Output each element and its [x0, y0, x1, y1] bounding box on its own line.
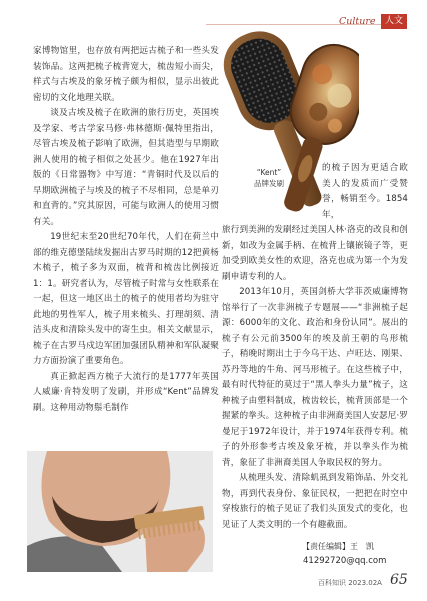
- paragraph: 家博物馆里，也存放有两把远古梳子和一些头发装饰品。这两把梳子梳背宽大，梳齿短小而尖，样式与古埃及的象牙梳子颇为相似，显示出彼此密切的文化地理关联。: [33, 46, 219, 103]
- editor-credit: [302, 541, 374, 552]
- caption-line: 品牌发刷: [254, 179, 284, 188]
- paragraph: 的梳子因为更适合欧美人的发质而广受赞誉，畅销至今。1854年，: [322, 163, 408, 220]
- section-label-en: Culture: [339, 16, 376, 27]
- paragraph: 2013年10月，英国剑桥大学菲茨威廉博物馆举行了一次非洲梳子专题展——“非洲梳子起源：6000年的文化、政治和身份认同”。展出的梳子有公元前3500年的埃及前王朝的鸟形梳子，稍晚时期出土于今乌干达、卢旺达、刚果、苏丹等地的牛角、河马形梳子。在这些梳子中，最有时代特征的莫过于“黑人拳头力量”梳子，这种梳子由塑料制成，梳齿较长，梳背顶部是一个握紧的拳头。这种梳子由非洲裔美国人安瑟尼·罗曼尼于1972年设计，并于1974年获得专利。梳子的外形参考古埃及象牙梳，并以拳头作为梳背，象征了非洲裔美国人争取民权的努力。: [222, 287, 408, 468]
- man-with-wooden-comb-photo: [27, 451, 213, 572]
- section-label-cn: 人文: [381, 14, 407, 29]
- right-column: [222, 223, 408, 533]
- paragraph: 从梳理头发、清除虮虱到发箱饰品、外交礼物，再到代表身份、象征民权，一把把在时空中穿梭旅行的梳子见证了我们头顶发式的变化，也见证了人类文明的一个有趣截面。: [222, 473, 408, 530]
- left-column: [33, 44, 219, 416]
- paragraph: 19世纪末至20世纪70年代，人们在荷兰中部的维克德堡陆续发掘出古罗马时期的12把黄杨木梳子，梳子多为双面，梳背和梳齿比例接近1：1。研究者认为，尽管梳子时常与女性联系在一起，但这一地区出土的梳子的使用者均为驻守此地的男性军人，梳子用来梳头、打理胡须、清洁头皮和清除头发中的寄生虫。相关文献显示，梳子在古罗马戍边军团加强团队精神和军队凝聚力方面扮演了重要角色。: [33, 232, 219, 366]
- magazine-issue-label: 百科知识 2023.02A: [318, 579, 382, 587]
- paragraph: 真正掀起西方梳子大流行的是1777年英国人威廉·肯特发明了发刷，并形成“Kent”品牌发刷。这种用动物鬃毛制作: [33, 371, 219, 413]
- caption-line: “Kent”: [256, 168, 282, 177]
- image-caption: [254, 167, 284, 189]
- page-number: 65: [390, 572, 408, 588]
- paragraph: 谈及古埃及梳子在欧洲的旅行历史，英国埃及学家、考古学家马修·弗林德斯·佩特里指出，尽管古埃及梳子影响了欧洲，但其造型与早期欧洲人使用的梳子相似之处甚少。他在1927年出版的《日常器物》中写道：“青铜时代及以后的早期欧洲梳子与埃及的梳子不尽相同，总是单刃和直背的。”究其原因，可能与欧洲人的使用习惯有关。: [33, 108, 219, 227]
- editor-name: 王 凯: [350, 542, 374, 551]
- editor-email[interactable]: 41292720@qq.com: [303, 556, 387, 566]
- paragraph: 旅行到美洲的发刷经过美国人林·洛克的改良和创新，如改为金属手柄、在梳背上镶嵌镜子等，更加受到欧美女性的欢迎，洛克也成为第一个为发刷申请专利的人。: [222, 225, 408, 282]
- right-top-paragraph: [322, 161, 408, 223]
- editor-label: 【责任编辑】: [302, 542, 350, 551]
